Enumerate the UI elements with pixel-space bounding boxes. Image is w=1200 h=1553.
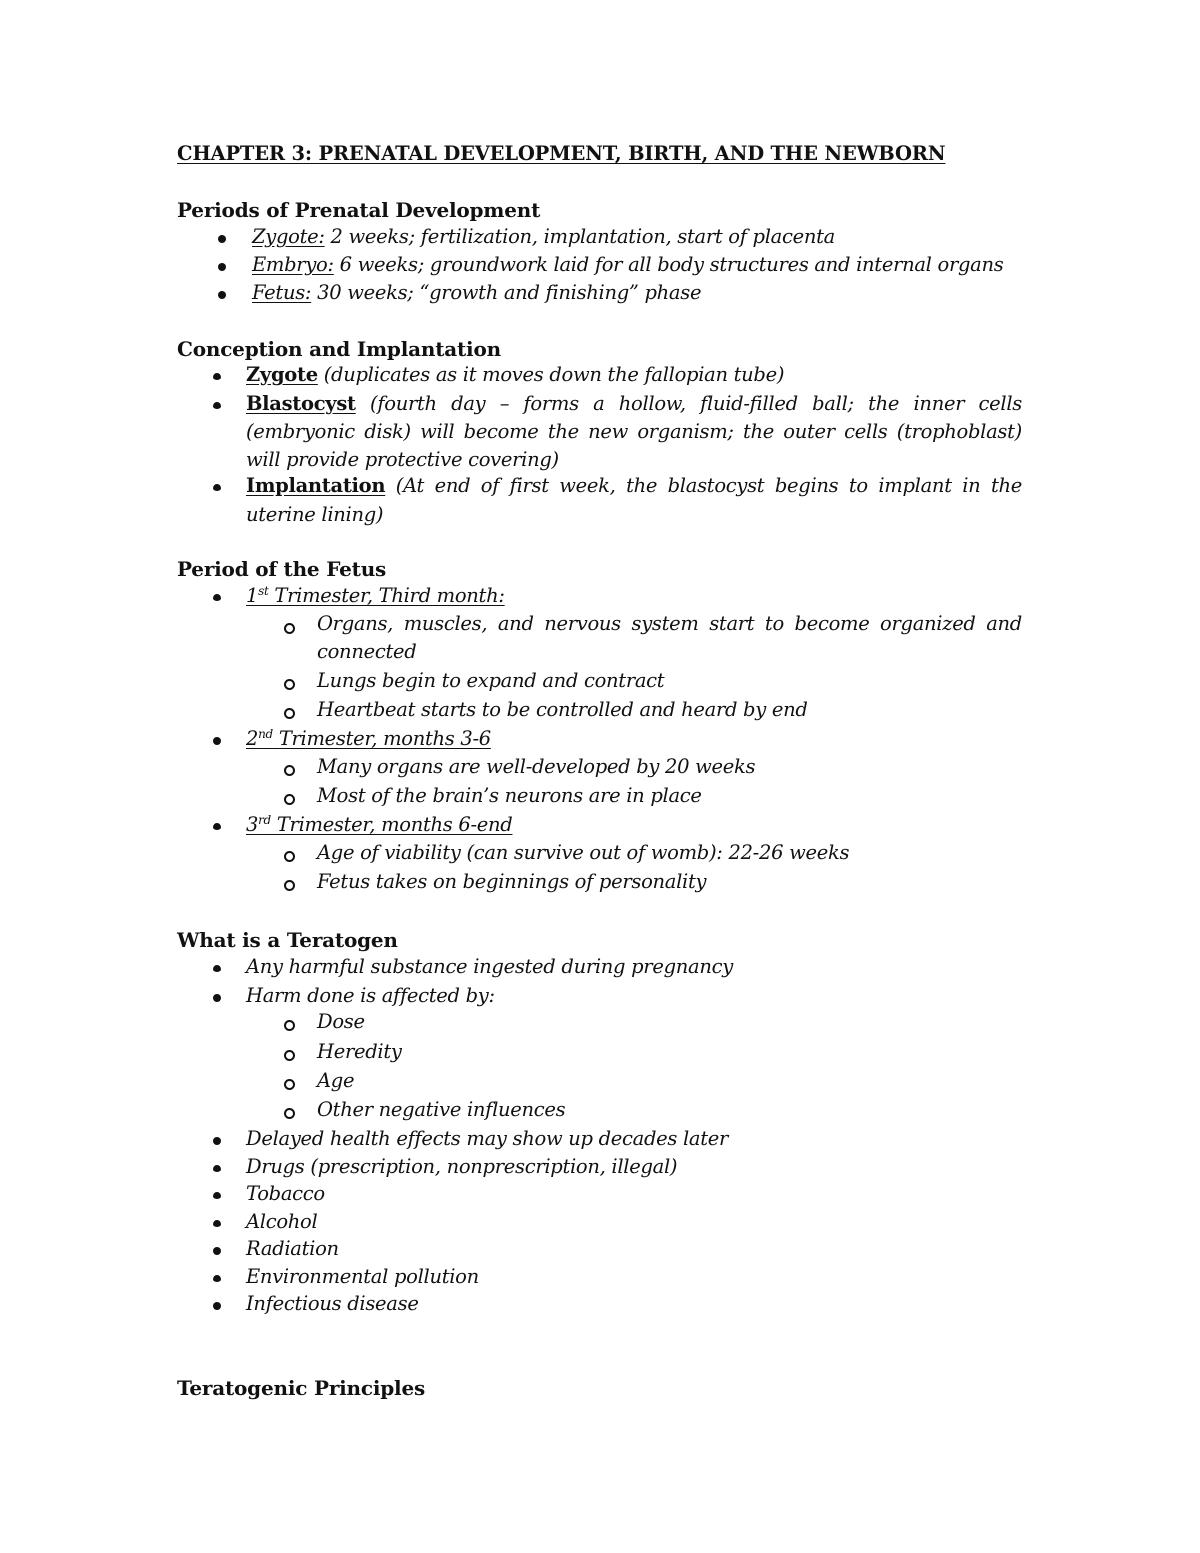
list-item: Delayed health effects may show up decades later bbox=[246, 1127, 729, 1150]
list-item: Blastocyst (fourth day – forms a hollow, fluid-filled ball; the inner cells bbox=[246, 392, 1022, 415]
bullet-icon bbox=[213, 994, 221, 1002]
sub-list-item: Dose bbox=[317, 1010, 365, 1033]
term-fetus: Fetus: bbox=[252, 281, 312, 304]
bullet-icon bbox=[218, 263, 226, 271]
sub-list-item: Fetus takes on beginnings of personality bbox=[317, 870, 707, 893]
bullet-icon bbox=[213, 965, 221, 972]
section-heading-fetus: Period of the Fetus bbox=[177, 557, 387, 581]
bullet-icon bbox=[213, 402, 221, 409]
list-item: Any harmful substance ingested during pregnancy bbox=[246, 955, 733, 978]
term-implantation: Implantation bbox=[246, 474, 386, 497]
section-heading-conception: Conception and Implantation bbox=[177, 337, 501, 361]
section-heading-teratogen: What is a Teratogen bbox=[177, 928, 398, 952]
section-heading-principles: Teratogenic Principles bbox=[177, 1376, 426, 1400]
list-item: Environmental pollution bbox=[246, 1265, 479, 1288]
circle-bullet-icon bbox=[284, 623, 295, 634]
list-item: Tobacco bbox=[246, 1182, 325, 1205]
list-item: Zygote (duplicates as it moves down the fallopian tube) bbox=[246, 363, 785, 386]
bullet-icon bbox=[213, 1192, 221, 1199]
trimester-1: 1st Trimester, Third month: bbox=[246, 584, 505, 607]
list-item: Radiation bbox=[246, 1237, 339, 1260]
trimester-2: 2nd Trimester, months 3-6 bbox=[246, 727, 491, 750]
list-item: Drugs (prescription, nonprescription, illegal) bbox=[246, 1155, 678, 1178]
list-item: Infectious disease bbox=[246, 1292, 419, 1315]
sub-list-item: Organs, muscles, and nervous system start to become organized and bbox=[317, 612, 1022, 635]
list-item: Fetus: 30 weeks; “growth and finishing” phase bbox=[252, 281, 702, 304]
list-item-continuation: (embryonic disk) will become the new organism; the outer cells (trophoblast) bbox=[246, 420, 1022, 443]
list-item: Alcohol bbox=[246, 1210, 318, 1233]
sub-list-item: Heredity bbox=[317, 1040, 402, 1063]
list-item-continuation: will provide protective covering) bbox=[246, 448, 559, 471]
bullet-icon bbox=[213, 1165, 221, 1172]
bullet-icon bbox=[213, 1247, 221, 1255]
circle-bullet-icon bbox=[284, 880, 295, 891]
trimester-3: 3rd Trimester, months 6-end bbox=[246, 813, 513, 836]
sub-list-item: Age bbox=[317, 1069, 355, 1092]
section-heading-periods: Periods of Prenatal Development bbox=[177, 198, 541, 222]
list-item: Harm done is affected by: bbox=[246, 984, 495, 1007]
bullet-icon bbox=[213, 1220, 221, 1227]
circle-bullet-icon bbox=[284, 708, 295, 719]
sub-list-item: Most of the brain’s neurons are in place bbox=[317, 784, 702, 807]
circle-bullet-icon bbox=[284, 1050, 295, 1061]
term-zygote-bold: Zygote bbox=[246, 363, 318, 386]
circle-bullet-icon bbox=[284, 851, 295, 862]
term-blastocyst: Blastocyst bbox=[246, 392, 356, 415]
sub-list-item: Heartbeat starts to be controlled and heard by end bbox=[317, 698, 808, 721]
list-item-continuation: uterine lining) bbox=[246, 503, 384, 526]
sub-list-item: Many organs are well-developed by 20 weeks bbox=[317, 755, 756, 778]
bullet-icon bbox=[213, 737, 221, 745]
sub-list-item: Other negative influences bbox=[317, 1098, 566, 1121]
bullet-icon bbox=[213, 1302, 221, 1310]
circle-bullet-icon bbox=[284, 1020, 295, 1031]
bullet-icon bbox=[213, 823, 221, 830]
list-item: Zygote: 2 weeks; fertilization, implantation, start of placenta bbox=[252, 225, 835, 248]
bullet-icon bbox=[218, 291, 226, 299]
sub-list-item: Age of viability (can survive out of womb): 22-26 weeks bbox=[317, 841, 850, 864]
circle-bullet-icon bbox=[284, 679, 295, 690]
term-embryo: Embryo: bbox=[252, 253, 334, 276]
sub-list-item: Lungs begin to expand and contract bbox=[317, 669, 665, 692]
chapter-title: CHAPTER 3: PRENATAL DEVELOPMENT, BIRTH, AND THE NEWBORN bbox=[177, 142, 946, 165]
bullet-icon bbox=[213, 1137, 221, 1145]
bullet-icon bbox=[213, 594, 221, 601]
bullet-icon bbox=[218, 235, 226, 243]
bullet-icon bbox=[213, 484, 221, 491]
bullet-icon bbox=[213, 1275, 221, 1282]
circle-bullet-icon bbox=[284, 765, 295, 776]
bullet-icon bbox=[213, 373, 221, 380]
circle-bullet-icon bbox=[284, 1079, 295, 1090]
circle-bullet-icon bbox=[284, 794, 295, 805]
sub-list-item-continuation: connected bbox=[317, 640, 417, 663]
circle-bullet-icon bbox=[284, 1108, 295, 1119]
list-item: Implantation (At end of first week, the blastocyst begins to implant in the bbox=[246, 474, 1022, 497]
term-zygote: Zygote: bbox=[252, 225, 325, 248]
list-item: Embryo: 6 weeks; groundwork laid for all body structures and internal organs bbox=[252, 253, 1004, 276]
